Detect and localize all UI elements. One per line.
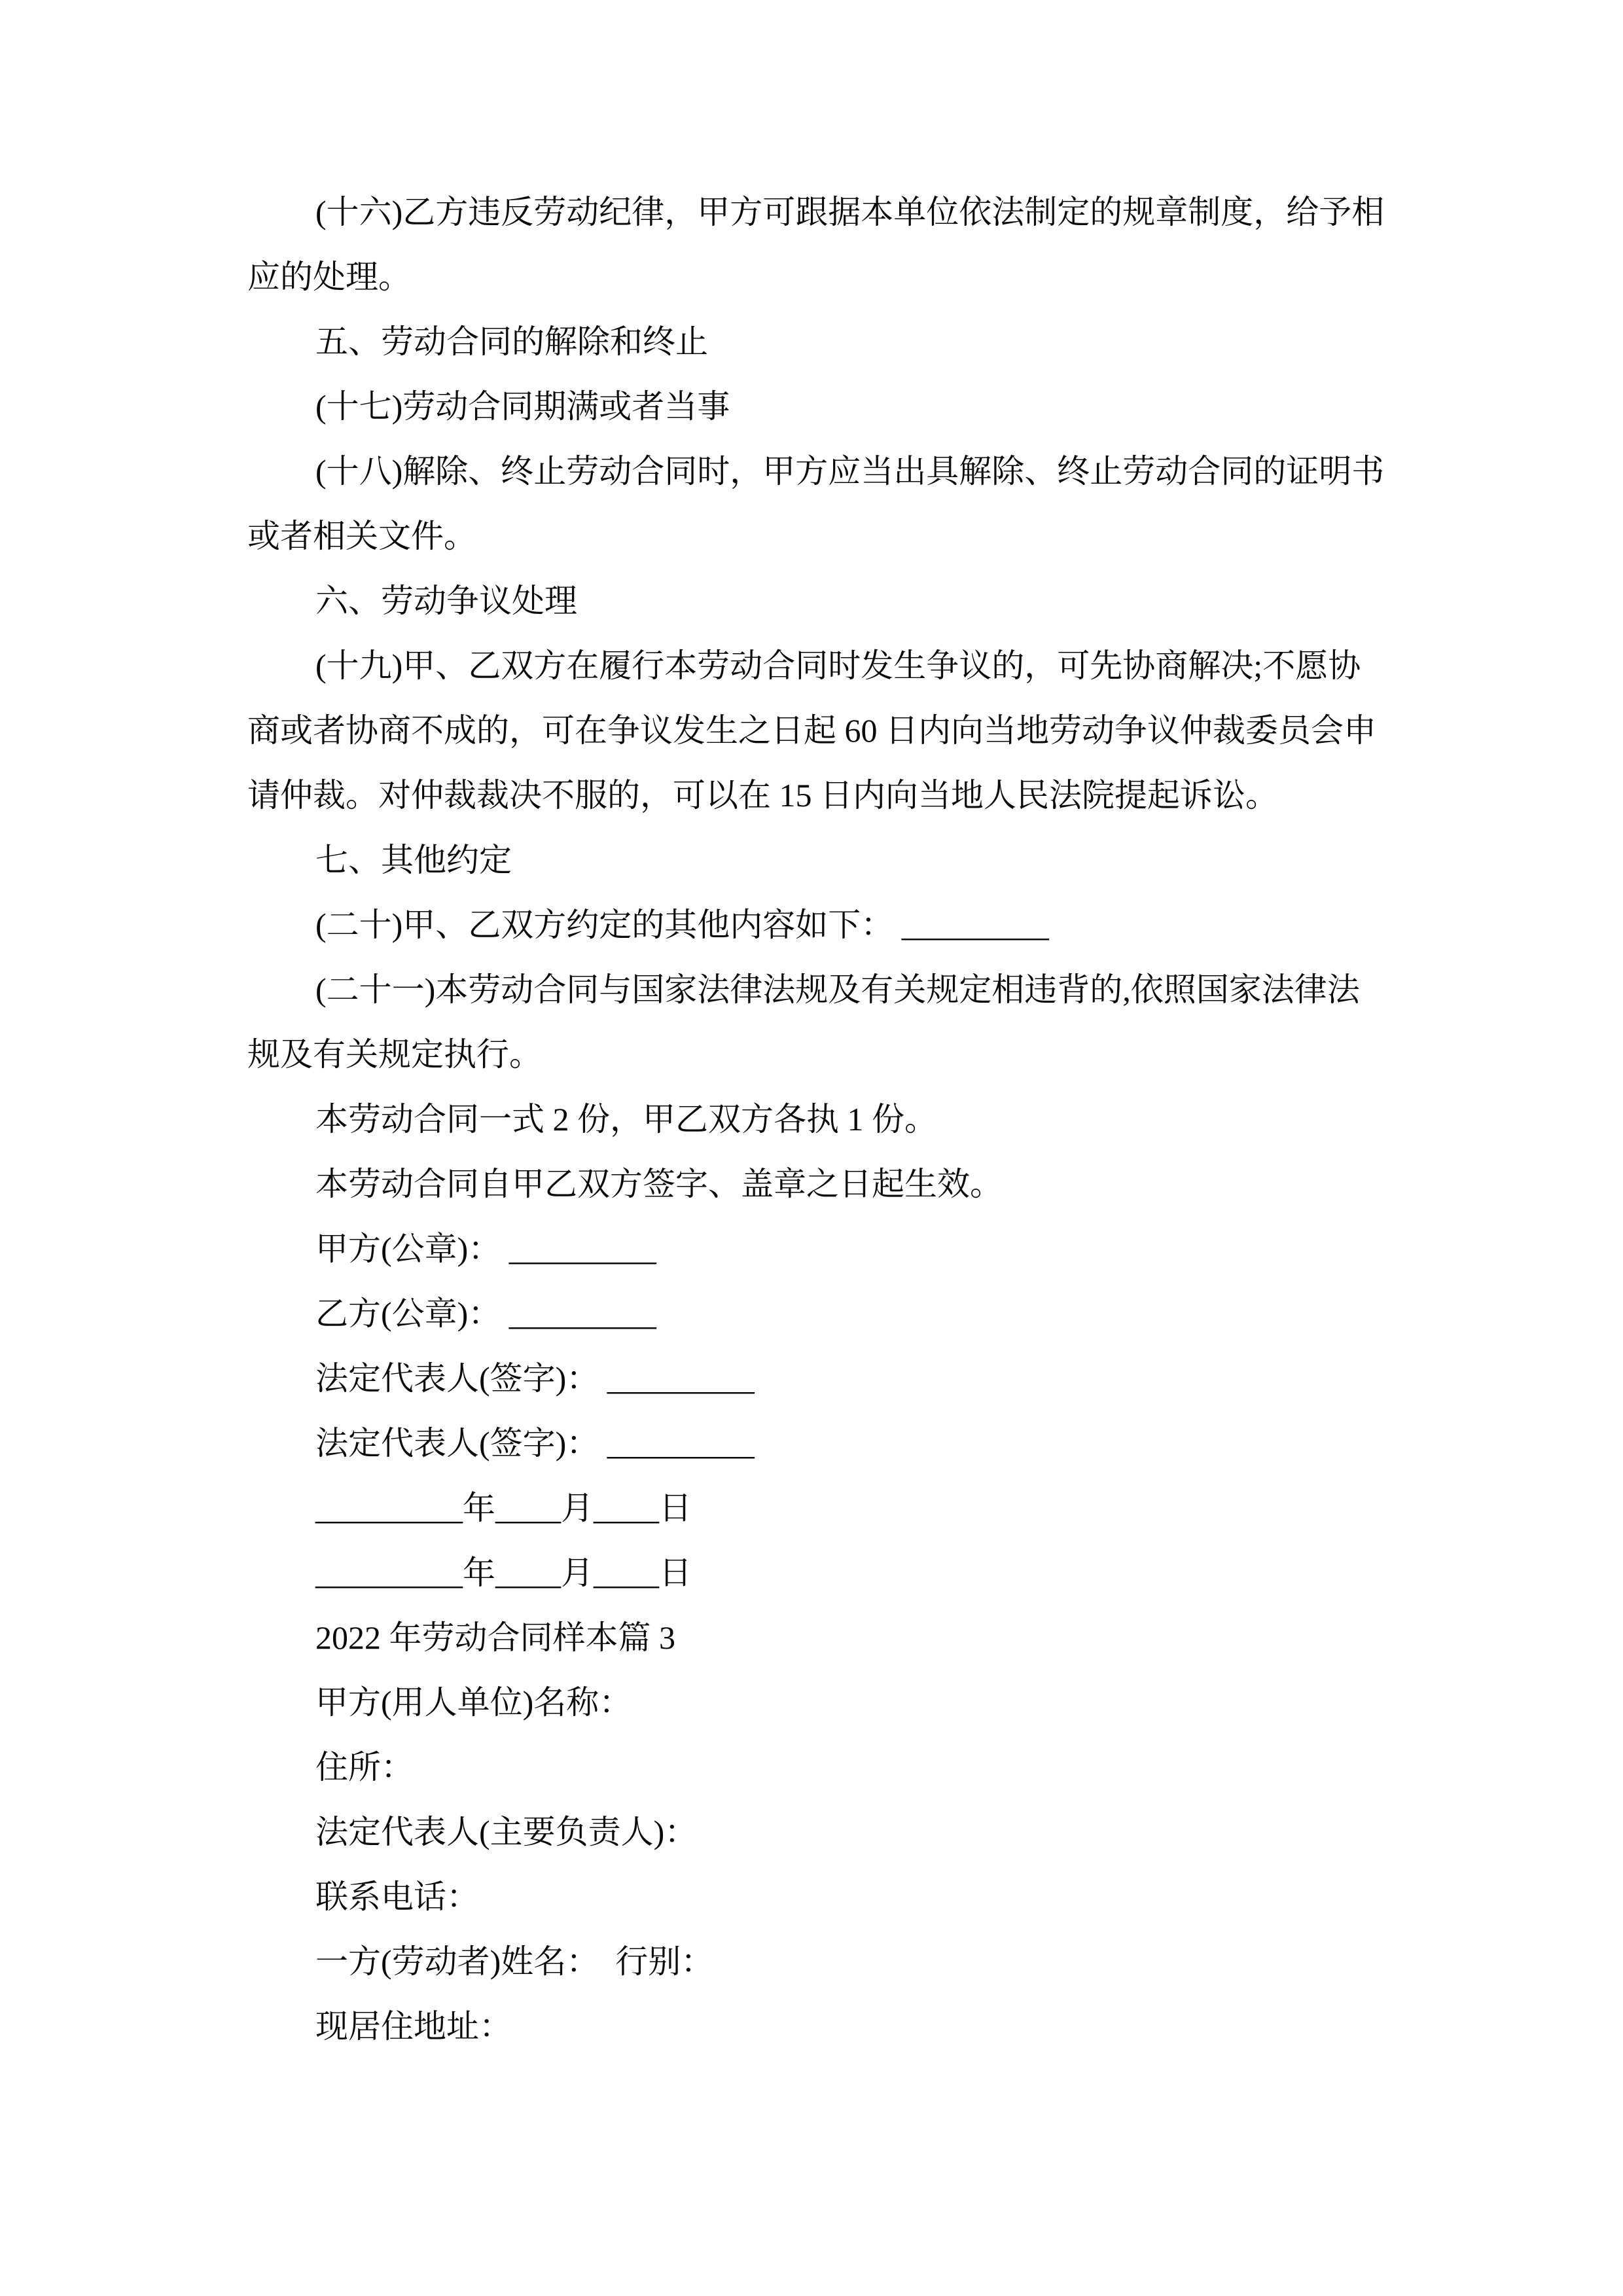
doc-line-legal-rep-sign-1: 法定代表人(签字)： _________ [315, 1360, 755, 1397]
doc-line-phone-label: 联系电话： [315, 1878, 479, 1915]
doc-line-section-7-heading: 七、其他约定 [315, 842, 512, 878]
doc-line-party-a-seal-blank: 甲方(公章)： _________ [315, 1230, 656, 1267]
doc-line-effective-statement: 本劳动合同自甲乙双方签字、盖章之日起生效。 [315, 1166, 1003, 1202]
doc-line-clause-19: (十九)甲、乙双方在履行本劳动合同时发生争议的，可先协商解决;不愿协 [315, 647, 1361, 684]
doc-line-clause-16-cont: 应的处理。 [247, 259, 411, 295]
doc-line-current-address: 现居住地址： [315, 2008, 512, 2045]
doc-line-section-5-heading: 五、劳动合同的解除和终止 [315, 323, 708, 360]
doc-line-clause-21: (二十一)本劳动合同与国家法律法规及有关规定相违背的,依照国家法律法 [315, 971, 1360, 1008]
doc-line-legal-rep-sign-2: 法定代表人(签字)： _________ [315, 1425, 755, 1462]
doc-line-party-a-name-label: 甲方(用人单位)名称： [315, 1684, 632, 1721]
doc-line-clause-19-cont-1: 商或者协商不成的，可在争议发生之日起 60 日内向当地劳动争议仲裁委员会申 [247, 712, 1376, 749]
doc-line-party-b-seal-blank: 乙方(公章)： _________ [315, 1295, 656, 1332]
doc-line-clause-16: (十六)乙方违反劳动纪律，甲方可跟据本单位依法制定的规章制度，给予相 [315, 194, 1385, 230]
doc-line-date-blank-1: _________年____月____日 [315, 1490, 692, 1526]
doc-line-copies-statement: 本劳动合同一式 2 份，甲乙双方各执 1 份。 [315, 1101, 937, 1138]
doc-line-clause-19-cont-2: 请仲裁。对仲裁裁决不服的，可以在 15 日内向当地人民法院提起诉讼。 [247, 777, 1278, 814]
doc-line-worker-name-gender: 一方(劳动者)姓名： 行别： [315, 1943, 714, 1980]
doc-line-sample-3-title: 2022 年劳动合同样本篇 3 [315, 1619, 675, 1656]
doc-line-clause-20-blank: (二十)甲、乙双方约定的其他内容如下： _________ [315, 906, 1049, 943]
doc-line-clause-17: (十七)劳动合同期满或者当事 [315, 388, 730, 425]
doc-line-date-blank-2: _________年____月____日 [315, 1554, 692, 1591]
doc-line-clause-18-cont: 或者相关文件。 [247, 518, 476, 554]
doc-line-address-label: 住所： [315, 1749, 414, 1785]
doc-line-legal-rep-label: 法定代表人(主要负责人)： [315, 1814, 698, 1850]
doc-line-clause-21-cont: 规及有关规定执行。 [247, 1036, 542, 1073]
doc-line-section-6-heading: 六、劳动争议处理 [315, 583, 577, 619]
doc-line-clause-18: (十八)解除、终止劳动合同时，甲方应当出具解除、终止劳动合同的证明书 [315, 453, 1385, 490]
